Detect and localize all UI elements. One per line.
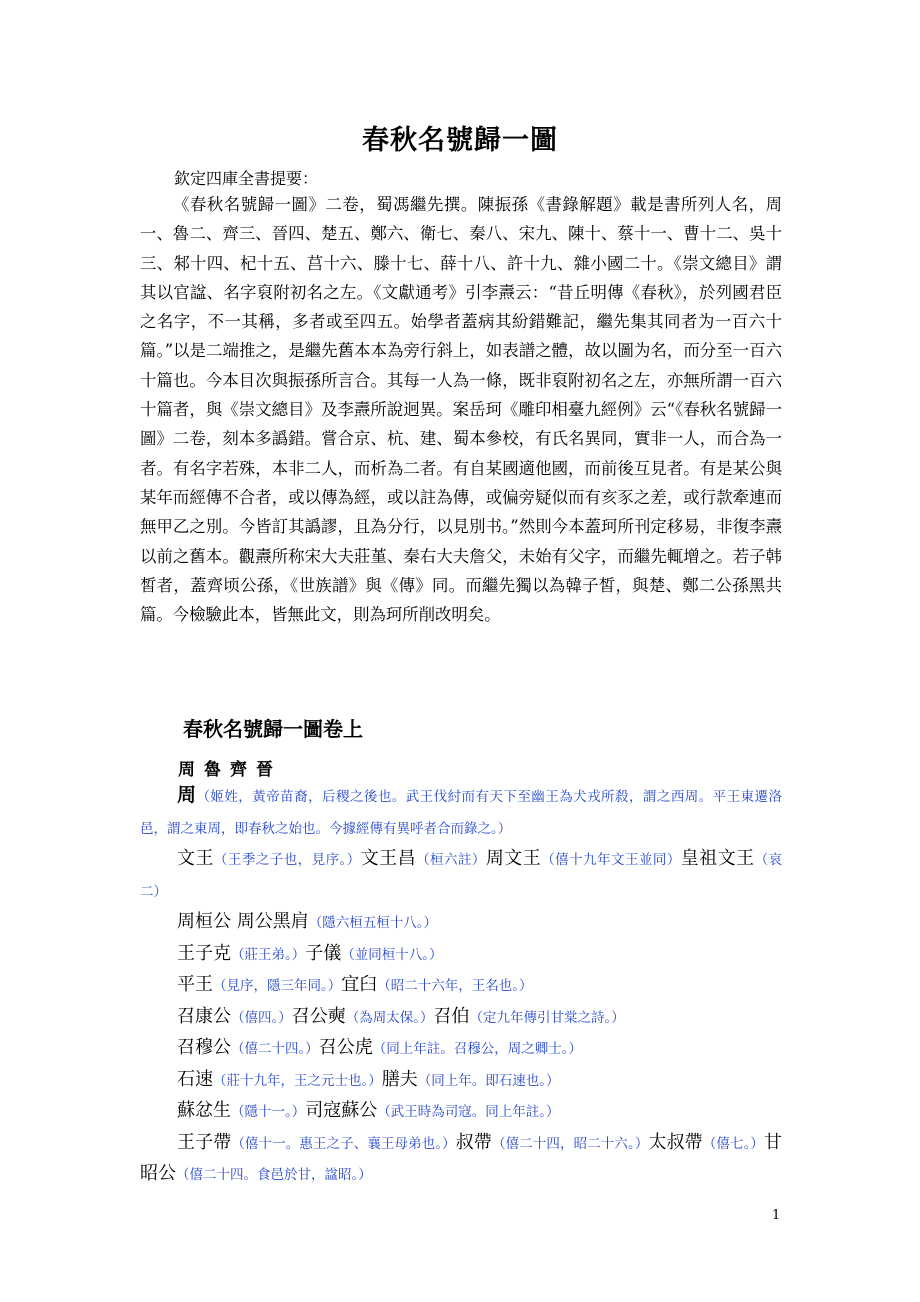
entry-list (140, 781, 782, 1191)
annotation: （同上年註。召穆公，周之卿士。） (372, 1041, 582, 1057)
annotation: （僖十一。惠王之子、襄王母弟也。） (231, 1135, 456, 1152)
entry-name: 召公虎 (318, 1037, 373, 1058)
annotation: （為周太保。） (345, 1009, 434, 1026)
entry-name: 周桓公 周公黑肩 (177, 911, 309, 932)
annotation: （同上年。即石速也。） (417, 1072, 560, 1089)
entry-name: 王子帶 (177, 1131, 232, 1153)
intro-label: 欽定四庫全書提要： (174, 169, 319, 188)
annotation: （隱十一。） (231, 1104, 306, 1120)
annotation: （僖四。） (231, 1009, 292, 1026)
entry-5 (140, 1002, 782, 1034)
entry-name: 蘇忿生 (177, 1100, 231, 1121)
entry-head: 周 (177, 784, 197, 806)
annotation: （武王時為司寇。同上年註。） (377, 1104, 560, 1120)
annotation: （僖七。） (702, 1135, 765, 1152)
entry-name: 司寇蘇公 (305, 1100, 378, 1121)
annotation: （僖十九年文王並同） (541, 852, 681, 868)
page-title: 春秋名號歸一圖 (362, 125, 558, 156)
entry-8 (140, 1096, 782, 1128)
page-number: 1 (772, 1208, 781, 1223)
entry-3 (140, 939, 782, 971)
annotation: （桓六註） (416, 852, 486, 868)
entry-name: 平王 (177, 974, 213, 995)
annotation: （僖二十四，昭二十六。） (492, 1135, 649, 1152)
entry-name: 召穆公 (177, 1037, 231, 1058)
entry-1 (140, 844, 782, 907)
annotation: （僖二十四。食邑於甘，諡昭。） (176, 1167, 372, 1183)
entry-name: 叔帶 (455, 1131, 492, 1153)
state-heading: 周魯齊晉 (178, 760, 282, 780)
annotation: （昭二十六年，王名也。） (377, 978, 533, 994)
annotation: （定九年傳引甘棠之詩。） (469, 1009, 625, 1026)
annotation: （哀二） (140, 852, 783, 900)
annotation: （見序，隱三年同。） (213, 978, 342, 994)
annotation: （姬姓，黃帝苗裔，后稷之後也。武王伐紂而有天下至幽王為犬戎所殺，謂之西周。平王東遷洛邑，謂之東周，即春秋之始也。今據經傳有異呼者合而錄之。） (140, 789, 782, 837)
entry-2 (140, 907, 782, 939)
entry-name: 甘昭公 (140, 1131, 783, 1184)
annotation: （並同桓十八。） (341, 946, 443, 963)
entry-name: 子儀 (305, 942, 342, 964)
annotation: （隱六桓五桓十八。） (308, 915, 437, 931)
entry-name: 召康公 (177, 1005, 231, 1027)
entry-name: 宜臼 (341, 974, 378, 995)
entry-name: 皇祖文王 (680, 848, 755, 869)
entry-name: 膳夫 (381, 1068, 418, 1090)
entry-name: 周文王 (485, 848, 542, 869)
volume-heading: 春秋名號歸一圖卷上 (183, 717, 363, 741)
entry-name: 石速 (177, 1068, 213, 1090)
entry-name: 文王昌 (360, 848, 417, 869)
entry-name: 太叔帶 (648, 1131, 703, 1153)
preface-paragraph: 《春秋名號歸一圖》二卷，蜀馮繼先撰。陳振孫《書錄解題》載是書所列人名，周一、魯二、齊三、晉四、楚五、鄭六、衛七、秦八、宋九、陳十、蔡十一、曹十二、吳十三、邾十四、杞十五、莒十六、滕十七、薛十八、許十九、雜小國二十。《崇文總目》謂其以官諡、名字裒附初名之左。《文獻通考》引李燾云：“昔丘明傳《春秋》，於列國君臣之名字，不一其稱，多者或至四五。始學者蓋病其紛錯難記，繼先集其同者为一百六十篇。”以是二端推之，是繼先舊本本為旁行斜上，如表譜之體，故以圖为名，而分至一百六十篇也。今本目次與振孫所言合。其每一人為一條，既非裒附初名之左，亦無所謂一百六十篇者，與《崇文總目》及李燾所說迥異。案岳珂《雕印相臺九經例》云“《春秋名號歸一圖》二卷，刻本多譌錯。嘗合京、杭、建、蜀本參校，有氏名異同，實非一人，而合為一者。有名字若殊，本非二人，而析為二者。有自某國適他國，而前後互見者。有是某公與某年而經傳不合者，或以傳為經，或以註為傳，或偏旁疑似而有亥豕之差，或行款牽連而無甲乙之別。今皆訂其譌謬，且為分行，以見別书。”然則今本蓋珂所刊定移易，非復李燾以前之舊本。觀燾所称宋大夫莊堇、秦右大夫詹父，未始有父字，而繼先輒增之。若子韩皙者，蓋齊顷公孫，《世族譜》與《傳》同。而繼先獨以為韓子皙，與楚、鄭二公孫黑共篇。今檢驗此本，皆無此文，則為珂所削改明矣。 (140, 195, 782, 625)
annotation: （王季之子也，見序。） (213, 852, 361, 868)
annotation: （僖二十四。） (231, 1041, 319, 1057)
entry-6 (140, 1033, 782, 1065)
entry-name: 文王 (177, 848, 214, 869)
annotation: （莊王弟。） (231, 946, 306, 963)
entry-name: 王子克 (177, 942, 231, 964)
entry-7 (140, 1065, 782, 1097)
entry-4 (140, 970, 782, 1002)
entry-name: 召伯 (433, 1005, 470, 1027)
annotation: （莊十九年，王之元士也。） (213, 1072, 382, 1089)
entry-9 (140, 1128, 782, 1191)
entry-0 (140, 781, 782, 844)
entry-name: 召公奭 (291, 1005, 346, 1027)
